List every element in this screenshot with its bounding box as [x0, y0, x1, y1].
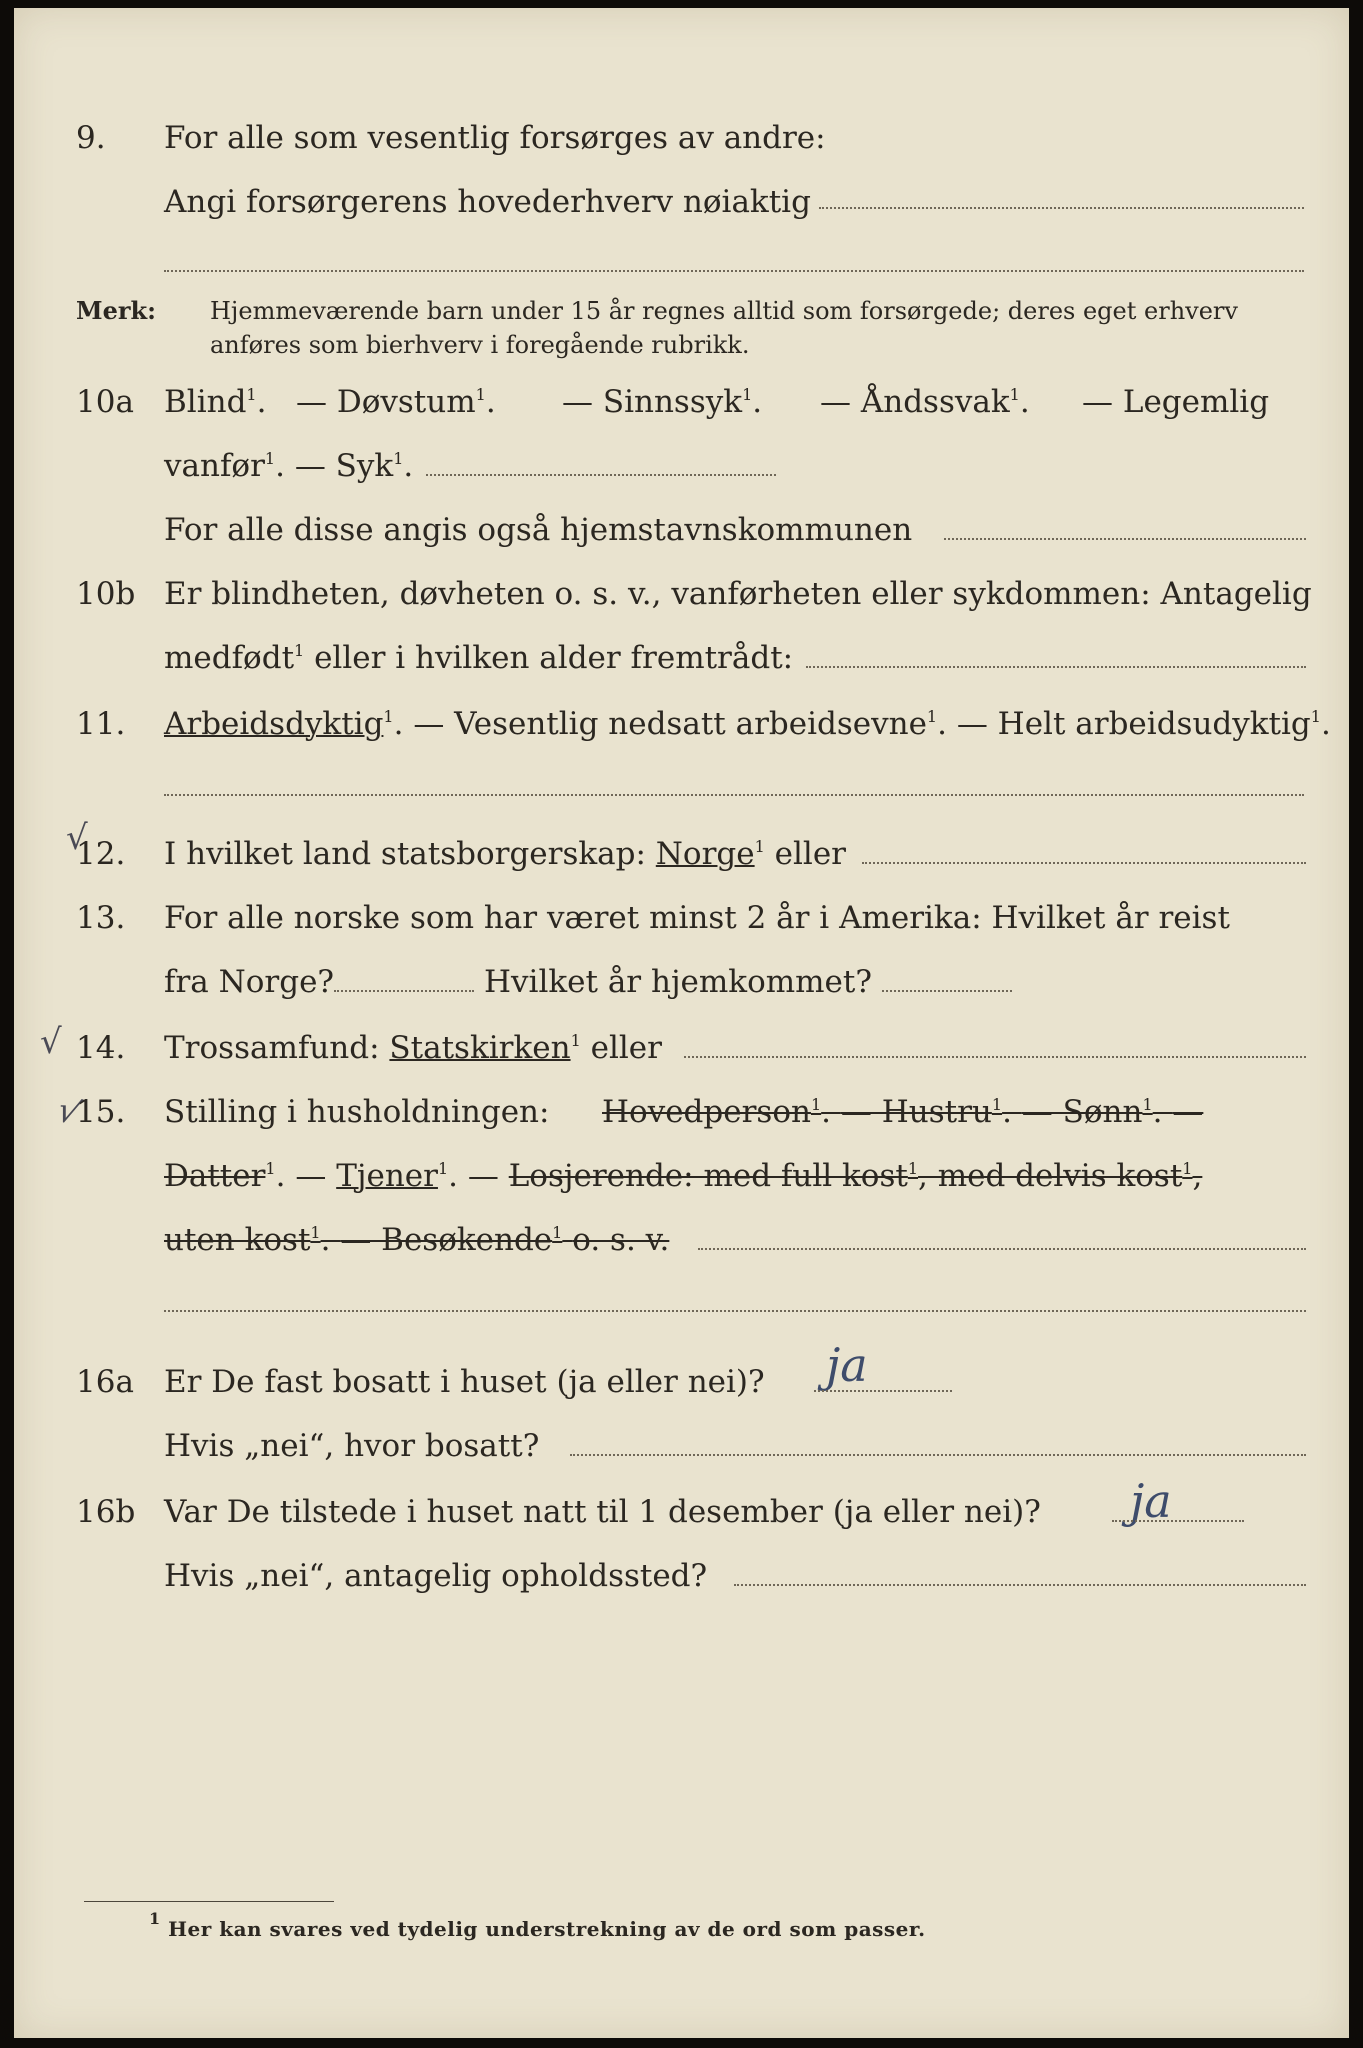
- option-statskirken[interactable]: Statskirken: [389, 1030, 571, 1066]
- question-number: 10a: [76, 384, 134, 420]
- option-legemlig[interactable]: — Legemlig: [1082, 384, 1270, 420]
- option-hovedperson[interactable]: Hovedperson$^1$. — Hustru$^1$. — Sønn$^1$. —: [602, 1094, 1204, 1130]
- question-number: 16a: [76, 1364, 134, 1400]
- option-tjener[interactable]: Tjener: [336, 1158, 438, 1194]
- answer-line[interactable]: [944, 538, 1306, 540]
- question-number: 15.: [76, 1094, 126, 1130]
- question-text: Er blindheten, døvheten o. s. v., vanførheten eller sykdommen: Antagelig: [164, 576, 1312, 612]
- answer-line[interactable]: [698, 1248, 1306, 1250]
- answer-line[interactable]: [164, 1310, 1306, 1312]
- census-form-page: 9. For alle som vesentlig forsørges av andre: Angi forsørgerens hovederhverv nøiaktig Merk: Hjemmeværende barn under 15 år regnes alltid som forsørgede; deres eget erhverv anføres som bierhverv i foregående rubrikk. 10a Blind$^1$. — Døvstum$^1$. — Sinnssyk$^1$. — Åndssvak$^1$. — Legemlig vanfør$^1$. — Syk$^1$. For alle disse angis også hjemstavnskommunen 10b Er blindheten, døvheten o. s. v., vanførheten eller sykdommen: Antagelig medfødt$^1$ eller i hvilken alder fremtrådt: 11. Arbeidsdyktig$^1$. — Vesentlig nedsatt arbeidsevne$^1$. — Helt arbeidsudyktig$^1$. √ 12. I hvilket land statsborgerskap: Norge$^1$ eller 13. For alle norske som har været minst 2 år i Amerika: Hvilket år reist fra Norge? Hvilket år hjemkommet? √ 14. Trossamfund: Statskirken$^1$ eller √ 15. Stilling i husholdningen: Hovedperson$^1$. — Hustru$^1$. — Sønn$^1$. — Datter$^1$. — Tjener$^1$. — Losjerende: med full kost$^1$, med delvis kost$^1$, uten kost$^1$. — Besøkende$^1$ o. s. v. 16a Er De fast bosatt i huset (ja eller nei)? ja Hvis „nei“, hvor bosatt? 16b Var De tilstede i huset natt til 1 desember (ja eller nei)? ja Hvis „nei“, antagelig opholdssted? $^1$ Her kan svares ved tydelig understrekning av de ord som passer.: [14, 8, 1349, 2038]
- option-blind[interactable]: Blind: [164, 384, 247, 420]
- question-text: Hvis „nei“, antagelig opholdssted?: [164, 1558, 708, 1594]
- question-text: For alle norske som har været minst 2 år i Amerika: Hvilket år reist: [164, 900, 1230, 936]
- answer-line[interactable]: [862, 862, 1306, 864]
- question-text: Hvis „nei“, hvor bosatt?: [164, 1428, 540, 1464]
- option-medfodt[interactable]: medfødt: [164, 640, 295, 676]
- question-text: Angi forsørgerens hovederhverv nøiaktig: [164, 184, 811, 220]
- option-datter[interactable]: Datter: [164, 1158, 266, 1194]
- answer-line[interactable]: [684, 1056, 1306, 1058]
- handwritten-answer-ja[interactable]: ja: [826, 1338, 868, 1392]
- option-syk[interactable]: — Syk: [294, 448, 394, 484]
- footnote-rule: [84, 1901, 334, 1902]
- option-vesentlig[interactable]: — Vesentlig nedsatt arbeidsevne: [413, 706, 927, 742]
- answer-line[interactable]: [734, 1584, 1306, 1586]
- option-helt[interactable]: — Helt arbeidsudyktig: [956, 706, 1311, 742]
- answer-line[interactable]: [806, 666, 1306, 668]
- merk-text: anføres som bierhverv i foregående rubrikk.: [210, 331, 750, 359]
- answer-line[interactable]: [164, 270, 1304, 272]
- question-text: Var De tilstede i huset natt til 1 desember (ja eller nei)?: [164, 1494, 1041, 1530]
- check-mark: √: [51, 1089, 86, 1135]
- answer-line[interactable]: [819, 207, 1304, 209]
- option-norge[interactable]: Norge: [655, 836, 755, 872]
- question-number: 10b: [76, 576, 136, 612]
- question-number: 16b: [76, 1494, 136, 1530]
- handwritten-answer-ja[interactable]: ja: [1130, 1474, 1172, 1528]
- footnote: Her kan svares ved tydelig understrekning av de ord som passer.: [168, 1917, 926, 1941]
- option-uten-kost[interactable]: uten kost$^1$. — Besøkende$^1$ o. s. v.: [164, 1222, 670, 1258]
- answer-line[interactable]: [426, 474, 776, 476]
- check-mark: √: [66, 818, 88, 858]
- answer-line-reist[interactable]: [334, 990, 474, 992]
- question-number: 13.: [76, 900, 126, 936]
- merk-text: Hjemmeværende barn under 15 år regnes alltid som forsørgede; deres eget erhverv: [210, 297, 1238, 325]
- option-vanfor[interactable]: vanfør: [164, 448, 265, 484]
- question-number: 11.: [76, 706, 126, 742]
- option-arbeidsdyktig[interactable]: Arbeidsdyktig: [164, 706, 384, 742]
- answer-line[interactable]: [1112, 1520, 1244, 1522]
- answer-line[interactable]: [570, 1454, 1306, 1456]
- question-text: For alle disse angis også hjemstavnskommunen: [164, 512, 913, 548]
- answer-line[interactable]: [814, 1390, 952, 1392]
- option-dovstum[interactable]: — Døvstum: [296, 384, 476, 420]
- answer-line[interactable]: [164, 794, 1304, 796]
- merk-label: Merk:: [76, 296, 156, 325]
- question-number: 12.: [76, 836, 126, 872]
- question-text: Er De fast bosatt i huset (ja eller nei)?: [164, 1364, 765, 1400]
- question-number: 14.: [76, 1030, 126, 1066]
- option-losjerende[interactable]: Losjerende: med full kost$^1$, med delvis kost$^1$,: [508, 1158, 1203, 1194]
- option-sinnssyk[interactable]: — Sinnssyk: [562, 384, 743, 420]
- option-andssvak[interactable]: — Åndssvak: [820, 384, 1010, 420]
- check-mark: √: [40, 1022, 62, 1062]
- answer-line-hjemkommet[interactable]: [882, 990, 1012, 992]
- question-text: For alle som vesentlig forsørges av andre:: [164, 120, 826, 156]
- question-number: 9.: [76, 120, 106, 156]
